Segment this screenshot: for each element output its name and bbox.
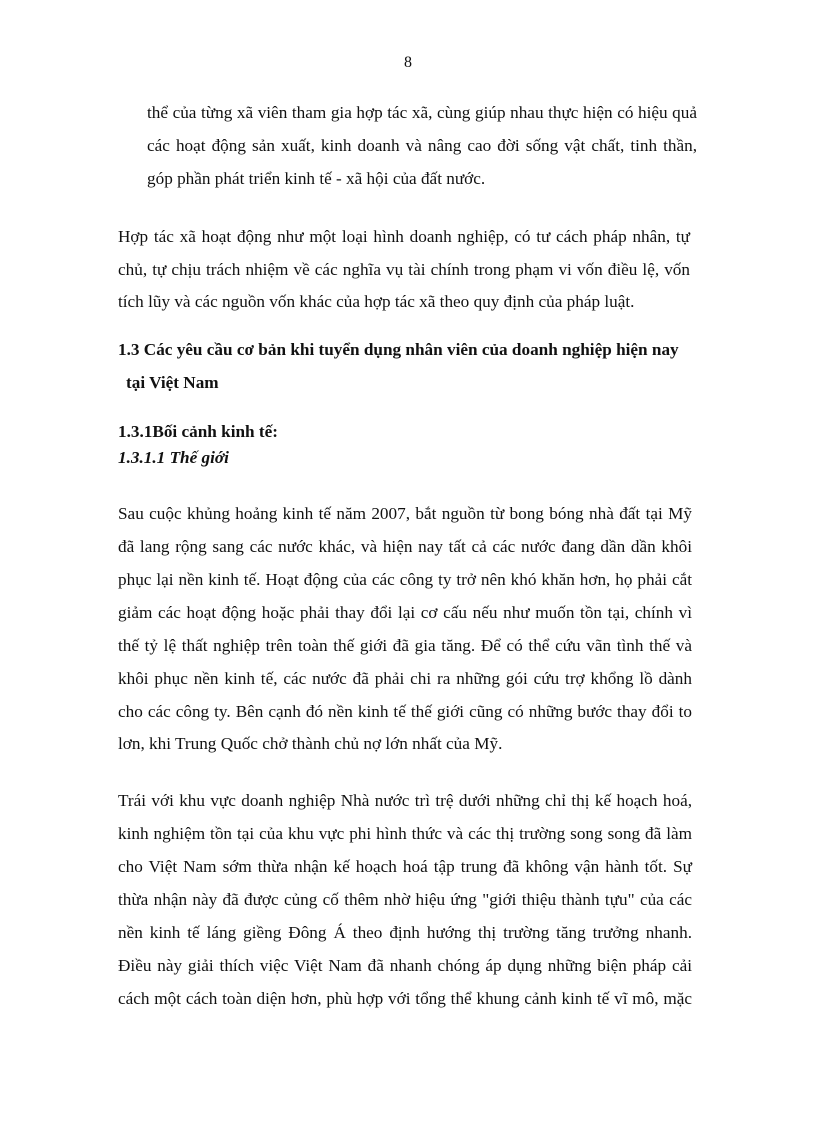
text-line: các hoạt động sản xuất, kinh doanh và nâng cao đời sống vật chất, tinh thần, [147,136,697,155]
text-line: Hợp tác xã hoạt động như một loại hình doanh nghiệp, có tư cách pháp nhân, tự [118,227,690,246]
text-line: thể của từng xã viên tham gia hợp tác xã, cùng giúp nhau thực hiện có hiệu quả [147,103,697,122]
heading-line: tại Việt Nam [126,373,219,392]
text-line: thừa nhận này đã được củng cố thêm nhờ hiệu ứng "giới thiệu thành tựu" của các [118,890,692,909]
text-line: phục lại nền kinh tế. Hoạt động của các công ty trở nên khó khăn hơn, họ phải cắt [118,570,692,589]
section-heading-1-3-1: 1.3.1Bối cảnh kinh tế: [118,422,278,441]
text-line: Điều này giải thích việc Việt Nam đã nhanh chóng áp dụng những biện pháp cải [118,956,692,975]
text-line: tích lũy và các nguồn vốn khác của hợp tác xã theo quy định của pháp luật. [118,292,635,311]
text-line: cho Việt Nam sớm thừa nhận kế hoạch hoá tập trung đã không vận hành tốt. Sự [118,857,692,876]
text-line: cho các công ty. Bên cạnh đó nền kinh tế thế giới cũng có những bước thay đổi to [118,702,692,721]
text-line: thế tỷ lệ thất nghiệp trên toàn thế giới đã gia tăng. Để có thể cứu vãn tình thế và [118,636,692,655]
text-line: đã lang rộng sang các nước khác, và hiện nay tất cả các nước đang dần dần khôi [118,537,692,556]
subsection-heading-1-3-1-1: 1.3.1.1 Thế giới [118,448,229,467]
text-line: chủ, tự chịu trách nhiệm về các nghĩa vụ tài chính trong phạm vi vốn điều lệ, vốn [118,260,690,279]
text-line: góp phần phát triển kinh tế - xã hội của đất nước. [147,169,486,188]
text-line: kinh nghiệm tồn tại của khu vực phi hình thức và các thị trường song song đã làm [118,824,692,843]
text-line: nền kinh tế láng giềng Đông Á theo định hướng thị trường tăng trưởng nhanh. [118,923,692,942]
text-line: giảm các hoạt động hoặc phải thay đổi lại cơ cấu nếu như muốn tồn tại, chính vì [118,603,692,622]
heading-line: 1.3 Các yêu cầu cơ bản khi tuyển dụng nhân viên của doanh nghiệp hiện nay [118,340,679,359]
text-line: cách một cách toàn diện hơn, phù hợp với tổng thể khung cảnh kinh tế vĩ mô, mặc [118,989,692,1008]
text-line: Sau cuộc khủng hoảng kinh tế năm 2007, bắt nguồn từ bong bóng nhà đất tại Mỹ [118,504,692,523]
text-line: khôi phục nền kinh tế, các nước đã phải chi ra những gói cứu trợ khổng lồ dành [118,669,692,688]
text-line: Trái với khu vực doanh nghiệp Nhà nước trì trệ dưới những chỉ thị kế hoạch hoá, [118,791,692,810]
page-number: 8 [404,54,412,71]
text-line: lơn, khi Trung Quốc chở thành chủ nợ lớn nhất của Mỹ. [118,734,503,753]
